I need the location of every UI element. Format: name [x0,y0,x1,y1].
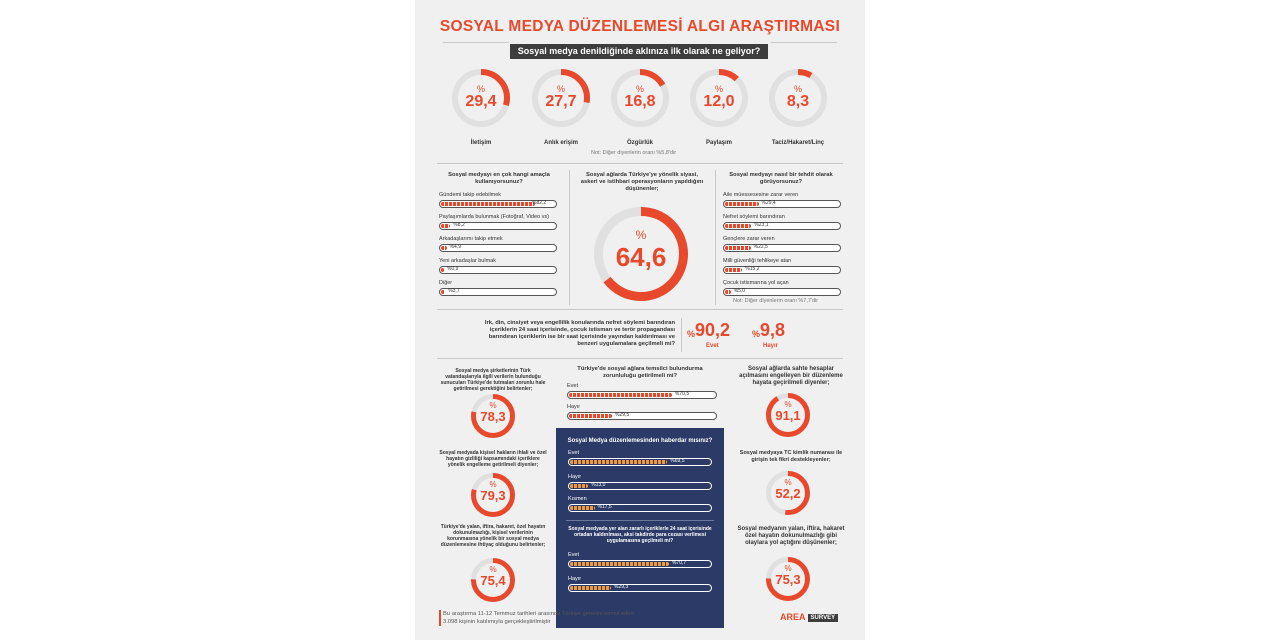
divider [437,163,843,164]
divider [569,170,570,305]
footer-line-1: Bu araştırma 11-12 Temmuz tarihleri arasında Türkiye genelini temsil eden [443,611,634,617]
usage-question: Sosyal medyayı en çok hangi amaçla kullanıyorsunuz? [448,172,550,185]
gauge-value: 29,4 [465,93,497,110]
gauge-value: 78,3 [480,409,506,424]
brand-logo [780,612,838,622]
gauge-label: Paylaşım [705,140,733,146]
bar-track [439,200,557,208]
divider [437,309,843,310]
representative-bar-1 [567,404,717,420]
bar-label: Çocuk istismarına yol açan [723,280,789,286]
bar-label: Hayır [568,474,582,480]
footer-note [443,610,634,626]
bar-label: Nefret söylemi barındıran [723,214,785,220]
regulation-need-question: Türkiye'de yalan, iftira, hakaret, özel hayatın dokunulmazlığı, kişisel verilerinin korunmasına yönelik bir sosyal medya düzenlemesine ihtiyaç olduğunu belirtenler; [440,524,546,548]
gauge-label: Taciz/Hakaret/Linç [771,140,825,146]
bar-value: %22,5 [753,244,768,250]
first-question-banner: Sosyal medya denildiğinde aklınıza ilk olarak ne geliyor? [510,44,768,59]
tc-id-question: Sosyal medyaya TC kimlik numarası ile girişin tek fikri destekleyenler; [739,450,843,463]
threat-bar-4 [723,280,841,296]
removal-no-value: 9,8 [760,320,786,340]
bar-value: %4,9 [449,244,461,250]
bar-fill [441,202,535,206]
bar-value: %69,5 [670,458,685,464]
bar-track [568,458,712,466]
gauge-percent-sign: % [784,478,792,487]
top-note: Not: Diğer diyenlerin oranı %5,8'dir [591,150,677,156]
gauge-iletisim [446,68,516,146]
fine-bar-0 [568,552,712,568]
regulation-need-gauge [470,557,516,603]
gauge-percent-sign: % [556,84,565,94]
bar-value: %70,7 [671,560,687,566]
gauge-paylasim [684,68,754,146]
bar-track [568,560,712,568]
page-title: SOSYAL MEDYA DÜZENLEMESİ ALGI ARAŞTIRMASI [439,18,841,35]
bar-fill [725,202,759,206]
bar-value: %0,9 [447,266,459,272]
usage-bar-0 [439,192,557,208]
bar-label: Kısmen [568,496,587,502]
bar-track [567,391,717,399]
bar-value: %29,5 [615,412,630,418]
gauge-value: 79,3 [480,488,506,503]
bar-track [723,244,841,252]
representative-bar-0 [567,383,717,399]
bar-track [439,244,557,252]
bar-fill [441,246,447,250]
awareness-bar-1 [568,474,712,490]
bar-label: Evet [567,383,579,389]
logo-brand: AREA [780,612,806,622]
footer-line-2: 3.098 kişinin katılımıyla gerçekleştirilmiştir [443,619,551,625]
bar-label: Paylaşımlarda bulunmak (Fotoğraf, Video vs) [439,214,549,220]
title-rule-left [443,42,509,43]
gauge-percent-sign: % [784,400,792,409]
bar-value: %5,0 [733,288,746,294]
bar-value: %82,2 [532,200,547,206]
title-rule-right [771,42,837,43]
bar-label: Hayır [567,404,581,410]
bar-track [723,288,841,296]
gauge-value: 64,6 [615,242,667,272]
gauge-value: 75,3 [775,572,801,587]
fake-accounts-gauge [765,392,811,438]
bar-value: %29,3 [614,584,629,590]
gauge-percent-sign: % [489,565,497,574]
privacy-gauge [470,472,516,518]
divider [715,170,716,305]
bar-fill [569,393,672,397]
bar-label: Milli güvenliği tehlikeye atan [723,258,792,264]
awareness-bar-2 [568,496,712,512]
gauge-label: Anlık erişim [543,140,578,146]
awareness-bar-0 [568,450,712,466]
awareness-question: Sosyal Medya düzenlemesinden haberdar mısınız? [567,438,713,444]
threat-bar-3 [723,258,841,274]
gauge-percent-sign: % [635,228,647,242]
gauge-percent-sign: % [793,84,802,94]
gauge-value: 12,0 [703,93,735,110]
bar-value: %29,4 [761,200,776,206]
usage-bar-3 [439,258,557,274]
bar-fill [570,586,611,590]
gauge-label: İletişim [470,140,492,146]
gauge-label: Özgürlük [626,140,653,146]
gauge-value: 91,1 [775,408,801,423]
bar-fill [441,290,445,294]
bar-track [723,266,841,274]
threat-question: Sosyal medyayı nasıl bir tehdit olarak görüyorsunuz? [729,172,833,185]
bar-label: Gençlere zarar veren [723,236,775,242]
bar-value: %70,5 [674,391,690,397]
gauge-percent-sign: % [489,401,497,410]
bar-label: Evet [568,450,580,456]
bar-fill [441,224,450,228]
bar-fill [570,460,667,464]
gauge-taciz [763,68,833,146]
bar-value: %15,2 [745,266,760,272]
gauge-value: 52,2 [775,486,801,501]
fine-bar-1 [568,576,712,592]
bar-label: Yeni arkadaşlar bulmak [439,258,496,264]
threat-bar-0 [723,192,841,208]
bar-track [567,412,717,420]
gauge-value: 75,4 [480,573,506,588]
removal-question: Irk, din, cinsiyet veya engellilik konularında nefret söylemi barındıran içeriklerin 24 saat içerisinde, çocuk istismarı ve terör propagandası barındıran içeriklerin ise bir saat içerisinde yayından kaldırılması ve benzeri uygulamalara geçilmeli mi? [484,320,675,347]
fine-question: Sosyal medyada yer alan zararlı içeriklerle 24 saat içerisinde ortadan kaldırılması, aksi takdirde para cezası verilmesi uygulamasına geçilmeli mi? [568,526,712,544]
gauge-anlik-erisim [526,68,596,146]
bar-fill [570,506,595,510]
removal-no-label: Hayır [763,343,779,349]
gauge-value: 27,7 [545,93,577,110]
bar-track [568,482,712,490]
bar-label: Evet [568,552,580,558]
bar-value: %13,0 [591,482,606,488]
fake-accounts-question: Sosyal ağlarda sahte hesaplar açılmasını engelleyen bir düzenleme hayata geçirilmeli diyenler; [739,366,843,386]
footer-accent [439,610,441,626]
removal-yes-label: Evet [706,343,719,349]
divider [437,358,843,359]
bar-track [439,266,557,274]
bar-fill [725,246,751,250]
bar-fill [725,268,742,272]
representative-question: Türkiye'de sosyal ağlara temsilci bulundurma zorunluluğu getirilmeli mi? [577,366,703,379]
threat-bar-1 [723,214,841,230]
bar-track [723,200,841,208]
bar-fill [725,224,751,228]
bar-track [568,504,712,512]
awareness-panel [556,428,724,628]
bar-track [439,288,557,296]
servers-gauge [470,393,516,439]
removal-no-percent: % [752,329,761,339]
bar-fill [725,290,731,294]
gauge-percent-sign: % [784,564,792,573]
bar-value: %3,7 [448,288,460,294]
logo-survey: SURVEY [808,614,839,622]
usage-bar-2 [439,236,557,252]
gauge-percent-sign: % [635,84,644,94]
removal-yes-percent: % [687,329,696,339]
divider [681,318,682,352]
threat-bar-2 [723,236,841,252]
gauge-percent-sign: % [489,480,497,489]
infographic [415,0,865,640]
gauge-value: 16,8 [624,93,656,110]
divider [566,520,714,521]
gauge-percent-sign: % [476,84,485,94]
gauge-percent-sign: % [714,84,723,94]
usage-bar-4 [439,280,557,296]
removal-yes-value: 90,2 [695,320,731,340]
operations-question: Sosyal ağlarda Türkiye'ye yönelik siyasi, askeri ve istihbari operasyonların yapıldığını düşünenler; [580,172,704,192]
bar-value: %17,5 [597,504,612,510]
bar-label: Diğer [439,280,453,286]
bar-label: Gündemi takip edebilmek [439,192,502,198]
bar-value: %8,2 [453,222,465,228]
slander-question: Sosyal medyanın yalan, iftira, hakaret özel hayatın dokunulmazlığı gibi olaylara yol açtığını düşünenler; [737,526,845,546]
threat-note: Not: Diğer diyenlerin oranı %7,7'dir [733,298,819,304]
servers-question: Sosyal medya şirketlerinin Türk vatandaşlarıyla ilgili verilerin bulunduğu sunucuları Türkiye'de tutmaları zorunlu hale getirilmesi gerektiğini belirtenler; [440,368,546,392]
gauge-ozgurluk [605,68,675,146]
bar-fill [570,484,588,488]
bar-track [439,222,557,230]
bar-track [723,222,841,230]
gauge-value: 8,3 [786,93,810,110]
bar-value: %23,1 [754,222,769,228]
bar-track [568,584,712,592]
tc-id-gauge [765,470,811,516]
bar-fill [441,268,444,272]
operations-gauge [593,206,689,302]
privacy-question: Sosyal medyada kişisel hakların ihlali ve özel hayatın gizliliği kapsamındaki içeriklere yönelik engelleme getirilmeli diyenler; [439,450,547,468]
bar-fill [570,562,669,566]
bar-label: Hayır [568,576,582,582]
slander-gauge [765,556,811,602]
bar-label: Aile müessesesine zarar veren [723,192,799,198]
usage-bar-1 [439,214,557,230]
bar-fill [569,414,612,418]
bar-label: Arkadaşlarımı takip etmek [439,236,503,242]
